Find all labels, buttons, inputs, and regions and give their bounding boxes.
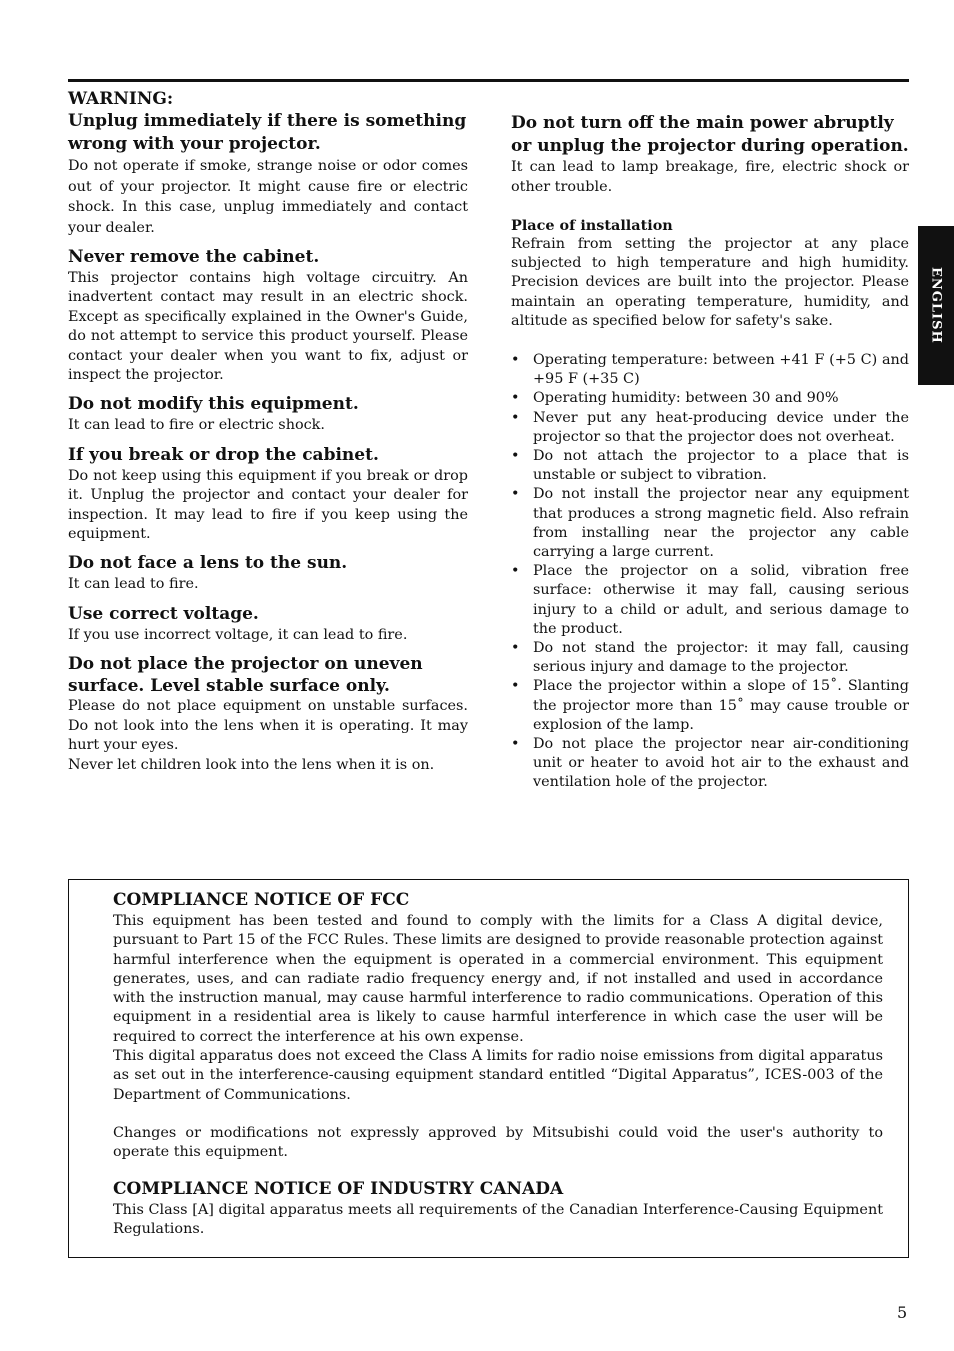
list-item: • Operating humidity: between 30 and 90% (511, 390, 839, 407)
section-heading: Use correct voltage. (68, 603, 259, 624)
warning-section-unplug (68, 110, 468, 238)
installation-text: Refrain from setting the projector at any place subjected to high temperature and high humidity. Precision devices are built into the projector. Please maintain an operating temperature, humidity, and altitude as specified below for safety's sake. (511, 236, 909, 329)
warning-section-cabinet (68, 246, 468, 385)
list-item: • Do not attach the projector to a place that is unstable or subject to vibration. (511, 448, 909, 484)
language-tab-label: ENGLISH (928, 267, 944, 344)
section-heading: Do not place the projector on uneven surface. Level stable surface only. (68, 654, 423, 697)
section-heading: Do not face a lens to the sun. (68, 553, 348, 574)
fcc-paragraph-3: Changes or modifications not expressly approved by Mitsubishi could void the user's authority to operate this equipment. (113, 1124, 883, 1161)
language-tab (918, 226, 954, 385)
section-heading: If you break or drop the cabinet. (68, 444, 379, 465)
warning-label: WARNING: (68, 89, 174, 109)
canada-heading: COMPLIANCE NOTICE OF INDUSTRY CANADA (113, 1178, 564, 1199)
list-item: • Place the projector on a solid, vibration free surface: otherwise it may fall, causing serious injury to a child or adult, and serious damage to the product. (511, 563, 909, 637)
section-heading: Unplug immediately if there is something wrong with your projector. (68, 111, 467, 154)
section-text: This projector contains high voltage circuitry. An inadvertent contact may result in an electric shock. Except as specifically explained in the Owner's Guide, do not attempt to service this product yourself. Please contact your dealer when you want to fix, adjust or inspect the projector. (68, 270, 468, 384)
warning-section-uneven (68, 653, 468, 775)
installation-bullets (511, 351, 909, 793)
section-text: If you use incorrect voltage, it can lead to fire. (68, 626, 408, 643)
section-text-2: Never let children look into the lens when it is on. (68, 756, 435, 773)
section-heading: Do not turn off the main power abruptly or unplug the projector during operation. (511, 113, 909, 156)
list-item: • Operating temperature: between +41 F (+5 C) and +95 F (+35 C) (511, 352, 909, 388)
compliance-content (113, 888, 883, 1239)
warning-section-modify (68, 393, 468, 435)
list-item: • Do not install the projector near any equipment that produces a strong magnetic field. Also refrain from installing near the projector any cable carrying a large current. (511, 486, 909, 561)
warning-section-break (68, 444, 468, 545)
power-section (511, 112, 909, 197)
list-item: • Place the projector within a slope of 15˚. Slanting the projector more than 15˚ may cause trouble or explosion of the lamp. (511, 678, 909, 733)
fcc-paragraph-2: This digital apparatus does not exceed the Class A limits for radio noise emissions from digital apparatus as set out in the interference-causing equipment standard entitled “Digital Apparatus”, ICES-003 of the Department of Communications. (113, 1048, 883, 1103)
section-text: Please do not place equipment on unstable surfaces. Do not look into the lens when it is operating. It may hurt your eyes. (68, 698, 468, 754)
compliance-box (68, 879, 909, 1258)
page-number: 5 (897, 1303, 908, 1322)
section-text: It can lead to lamp breakage, fire, electric shock or other trouble. (511, 159, 909, 195)
list-item: • Do not stand the projector: it may fall, causing serious injury and damage to the projector. (511, 640, 909, 676)
canada-text: This Class [A] digital apparatus meets all requirements of the Canadian Interference-Causing Equipment Regulations. (113, 1201, 883, 1237)
fcc-paragraph-1: This equipment has been tested and found to comply with the limits for a Class A digital device, pursuant to Part 15 of the FCC Rules. These limits are designed to provide reasonable protection against harmful interference when the equipment is operated in a commercial environment. This equipment generates, uses, and can radiate radio frequency energy and, if not installed and used in accordance with the instruction manual, may cause harmful interference to radio communications. Operation of this equipment in a residential area is likely to cause harmful interference in which case the user will be required to correct the interference at his own expense. (113, 913, 883, 1045)
list-item: • Do not place the projector near air-conditioning unit or heater to avoid hot air to the exhaust and ventilation hole of the projector. (511, 736, 909, 791)
fcc-heading: COMPLIANCE NOTICE OF FCC (113, 890, 410, 910)
right-column (511, 112, 909, 793)
installation-section (511, 216, 909, 793)
section-heading: Never remove the cabinet. (68, 247, 320, 267)
top-rule (68, 79, 909, 82)
installation-heading: Place of installation (511, 217, 673, 234)
warning-column (68, 88, 468, 783)
section-text: Do not operate if smoke, strange noise or odor comes out of your projector. It might cause fire or electric shock. In this case, unplug immediately and contact your dealer. (68, 158, 468, 236)
warning-section-voltage (68, 603, 468, 645)
section-text: It can lead to fire. (68, 576, 199, 593)
section-text: Do not keep using this equipment if you break or drop it. Unplug the projector and contact your dealer for inspection. It may lead to fire if you keep using the equipment. (68, 467, 468, 543)
list-item: • Never put any heat-producing device under the projector so that the projector does not overheat. (511, 409, 909, 445)
warning-section-sun (68, 552, 468, 594)
section-heading: Do not modify this equipment. (68, 394, 359, 415)
section-text: It can lead to fire or electric shock. (68, 417, 325, 434)
